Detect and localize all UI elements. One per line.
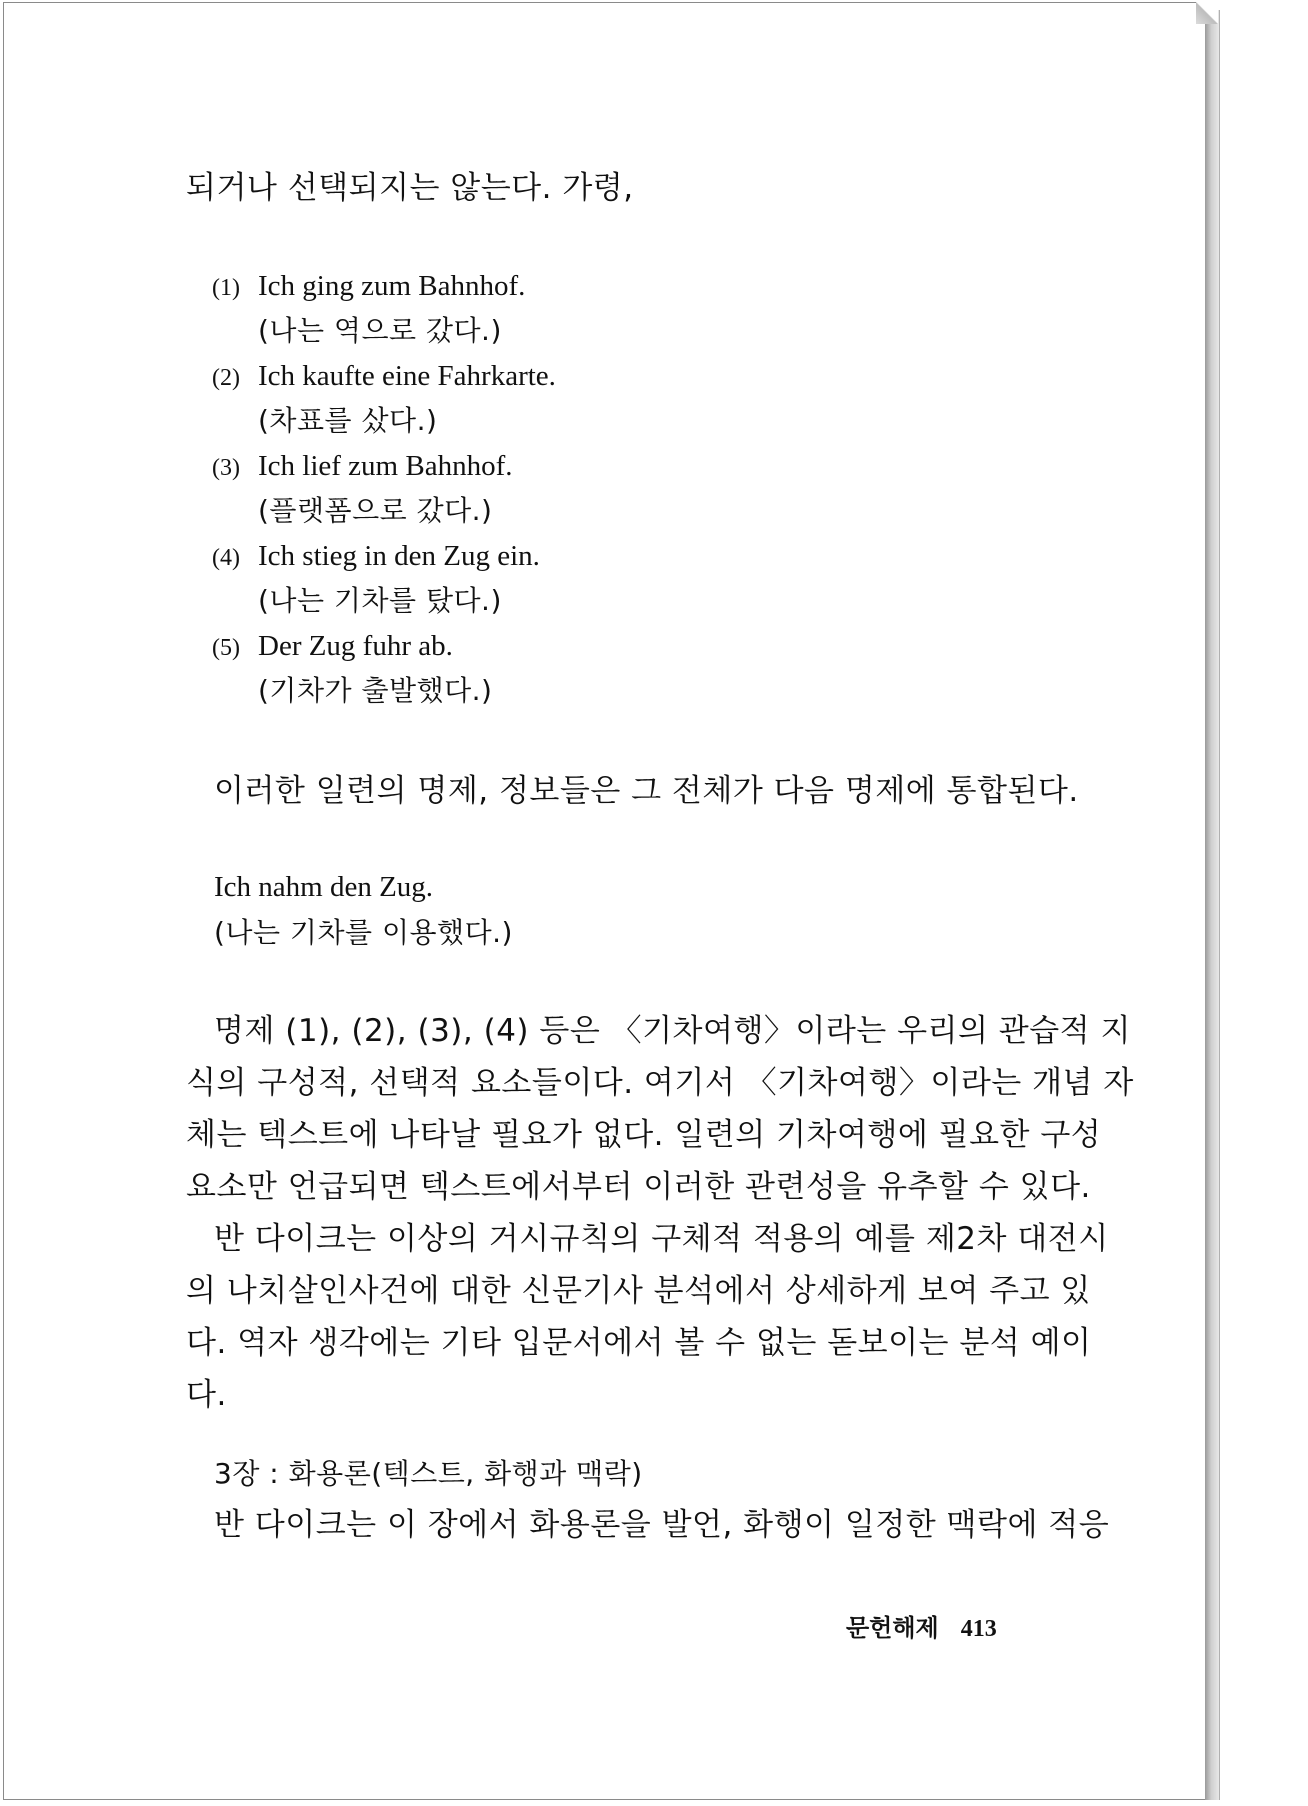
summary-line: 이러한 일련의 명제, 정보들은 그 전체가 다음 명제에 통합된다. [214, 773, 1079, 809]
example-3 [212, 452, 512, 481]
page-curl [1196, 2, 1218, 24]
example-3-translation: (플랫폼으로 갔다.) [258, 494, 493, 527]
page-footer [846, 1608, 997, 1643]
example-german: Ich kaufte eine Fahrkarte. [258, 360, 556, 392]
example-german: Der Zug fuhr ab. [258, 630, 453, 662]
example-1 [212, 272, 525, 301]
paragraph-line-6: 의 나치살인사건에 대한 신문기사 분석에서 상세하게 보여 주고 있 [186, 1273, 1091, 1309]
example-number: (4) [212, 545, 240, 571]
section-first-line: 반 다이크는 이 장에서 화용론을 발언, 화행이 일정한 맥락에 적응 [214, 1507, 1110, 1543]
section-heading: 3장 : 화용론(텍스트, 화행과 맥락) [214, 1457, 643, 1490]
paragraph-line-3: 체는 텍스트에 나타날 필요가 없다. 일련의 기차여행에 필요한 구성 [186, 1117, 1102, 1153]
example-1-translation: (나는 역으로 갔다.) [258, 314, 502, 347]
paragraph-line-1: 명제 (1), (2), (3), (4) 등은 〈기차여행〉이라는 우리의 관습적 지 [214, 1013, 1131, 1049]
example-number: (5) [212, 635, 240, 661]
example-german: Ich lief zum Bahnhof. [258, 450, 513, 482]
page-number: 413 [960, 1616, 997, 1642]
example-5 [212, 632, 453, 661]
example-german: Ich stieg in den Zug ein. [258, 540, 540, 572]
intro-line: 되거나 선택되지는 않는다. 가령, [186, 170, 634, 206]
paragraph-line-5: 반 다이크는 이상의 거시규칙의 구체적 적용의 예를 제2차 대전시 [214, 1221, 1109, 1257]
example-number: (3) [212, 455, 240, 481]
example-2 [212, 362, 556, 391]
example-4-translation: (나는 기차를 탔다.) [258, 584, 502, 617]
example-5-translation: (기차가 출발했다.) [258, 674, 493, 707]
paragraph-line-2: 식의 구성적, 선택적 요소들이다. 여기서 〈기차여행〉이라는 개념 자 [186, 1065, 1134, 1101]
paragraph-line-7: 다. 역자 생각에는 기타 입문서에서 볼 수 없는 돋보이는 분석 예이 [186, 1325, 1092, 1361]
example-number: (2) [212, 365, 240, 391]
running-title: 문헌해제 [846, 1614, 939, 1642]
example-2-translation: (차표를 샀다.) [258, 404, 438, 437]
example-number: (1) [212, 275, 240, 301]
page-edge-shadow [1205, 10, 1220, 1800]
integrated-proposition: Ich nahm den Zug. [214, 871, 434, 903]
paragraph-line-8: 다. [186, 1377, 227, 1413]
example-german: Ich ging zum Bahnhof. [258, 270, 526, 302]
integrated-translation: (나는 기차를 이용했다.) [214, 916, 513, 949]
example-4 [212, 542, 540, 571]
paragraph-line-4: 요소만 언급되면 텍스트에서부터 이러한 관련성을 유추할 수 있다. [186, 1169, 1091, 1205]
